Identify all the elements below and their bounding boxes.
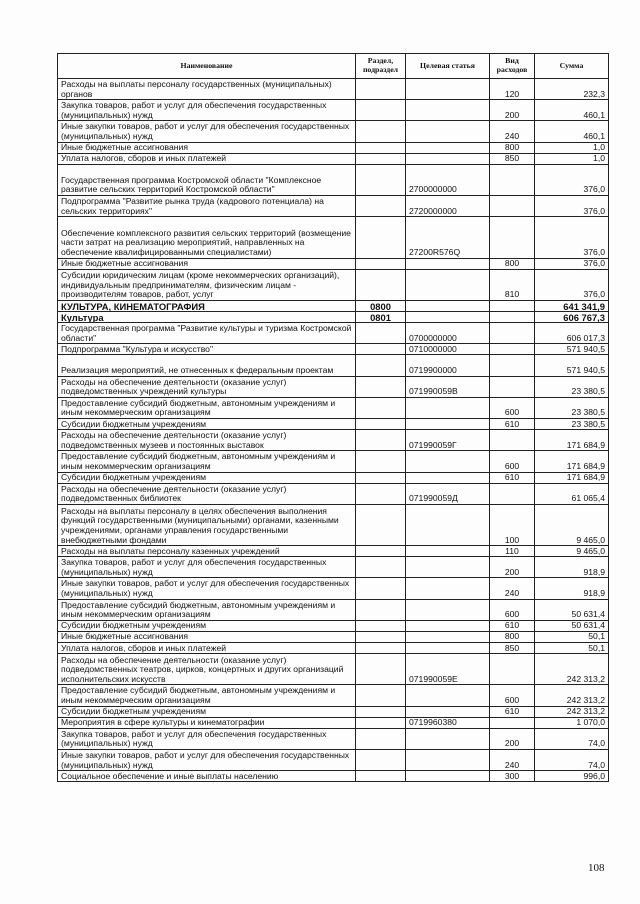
cell-target: [406, 312, 490, 323]
cell-name: Расходы на выплаты персоналу казенных учреждений: [58, 546, 356, 557]
cell-target: 2720000000: [406, 196, 490, 217]
cell-section: [356, 344, 406, 355]
cell-section: [356, 79, 406, 100]
table-row: [58, 430, 609, 451]
table-row: [58, 643, 609, 654]
cell-sum: 376,0: [535, 217, 609, 258]
table-row: [58, 578, 609, 599]
cell-section: [356, 728, 406, 749]
cell-sum: 376,0: [535, 269, 609, 300]
cell-type: 610: [490, 620, 535, 631]
budget-table: [57, 53, 609, 782]
cell-type: 800: [490, 631, 535, 642]
cell-section: [356, 355, 406, 376]
cell-target: [406, 451, 490, 472]
cell-section: [356, 419, 406, 430]
cell-sum: 460,1: [535, 100, 609, 121]
cell-name: Субсидии юридическим лицам (кроме некоммерческих организаций), индивидуальным предпринимателям, физическим лицам - производителям товаров, работ, услуг: [58, 269, 356, 300]
table-row: [58, 217, 609, 258]
cell-target: [406, 578, 490, 599]
cell-name: Расходы на обеспечение деятельности (оказание услуг) подведомственных музеев и постоянных выставок: [58, 430, 356, 451]
cell-target: [406, 153, 490, 164]
cell-target: [406, 100, 490, 121]
cell-section: [356, 472, 406, 483]
cell-sum: 571 940,5: [535, 344, 609, 355]
cell-type: [490, 301, 535, 312]
cell-sum: 171 684,9: [535, 451, 609, 472]
cell-section: [356, 483, 406, 504]
cell-target: [406, 504, 490, 545]
header-target: Целевая статья: [406, 54, 490, 79]
table-row: [58, 164, 609, 195]
cell-type: 800: [490, 142, 535, 153]
cell-section: [356, 142, 406, 153]
cell-type: 800: [490, 258, 535, 269]
cell-target: [406, 643, 490, 654]
cell-name: Подпрограмма "Культура и искусство": [58, 344, 356, 355]
cell-sum: 50,1: [535, 643, 609, 654]
cell-sum: 641 341,9: [535, 301, 609, 312]
table-row: [58, 557, 609, 578]
cell-type: [490, 654, 535, 685]
cell-section: [356, 620, 406, 631]
cell-type: [490, 717, 535, 728]
table-row: [58, 472, 609, 483]
cell-target: [406, 301, 490, 312]
table-row: [58, 258, 609, 269]
cell-name: Культура: [58, 312, 356, 323]
cell-name: Иные бюджетные ассигнования: [58, 631, 356, 642]
cell-type: 850: [490, 153, 535, 164]
cell-type: 200: [490, 557, 535, 578]
cell-name: Расходы на обеспечение деятельности (оказание услуг) подведомственных библиотек: [58, 483, 356, 504]
cell-target: [406, 728, 490, 749]
cell-type: 120: [490, 79, 535, 100]
cell-section: [356, 376, 406, 397]
cell-type: 610: [490, 419, 535, 430]
cell-name: Предоставление субсидий бюджетным, автономным учреждениям и иным некоммерческим организациям: [58, 599, 356, 620]
cell-type: 110: [490, 546, 535, 557]
table-row: [58, 344, 609, 355]
cell-target: [406, 269, 490, 300]
cell-section: [356, 121, 406, 142]
cell-sum: 1 070,0: [535, 717, 609, 728]
cell-type: 200: [490, 728, 535, 749]
table-row: [58, 546, 609, 557]
cell-sum: 171 684,9: [535, 472, 609, 483]
cell-type: [490, 323, 535, 344]
cell-sum: 1,0: [535, 142, 609, 153]
cell-sum: 918,9: [535, 578, 609, 599]
cell-target: [406, 546, 490, 557]
cell-section: [356, 397, 406, 418]
cell-section: 0801: [356, 312, 406, 323]
cell-target: [406, 79, 490, 100]
table-row: [58, 451, 609, 472]
cell-sum: 571 940,5: [535, 355, 609, 376]
cell-name: Расходы на выплаты персоналу государственных (муниципальных) органов: [58, 79, 356, 100]
cell-sum: 606 767,3: [535, 312, 609, 323]
cell-sum: 171 684,9: [535, 430, 609, 451]
cell-section: [356, 258, 406, 269]
cell-target: [406, 771, 490, 782]
cell-section: [356, 771, 406, 782]
cell-type: [490, 196, 535, 217]
cell-target: [406, 397, 490, 418]
table-row: [58, 620, 609, 631]
header-section: Раздел, подраздел: [356, 54, 406, 79]
cell-type: 600: [490, 599, 535, 620]
cell-name: Обеспечение комплексного развития сельских территорий (возмещение части затрат на реализацию мероприятий, направленных на обеспечение квалифицированными специалистами): [58, 217, 356, 258]
table-row: [58, 685, 609, 706]
page-number: 108: [588, 862, 605, 874]
cell-section: [356, 578, 406, 599]
cell-target: [406, 620, 490, 631]
cell-section: [356, 504, 406, 545]
cell-type: [490, 376, 535, 397]
cell-sum: 9 465,0: [535, 504, 609, 545]
cell-section: [356, 631, 406, 642]
cell-type: 240: [490, 578, 535, 599]
cell-name: Предоставление субсидий бюджетным, автономным учреждениям и иным некоммерческим организациям: [58, 685, 356, 706]
cell-target: 0719900000: [406, 355, 490, 376]
cell-target: [406, 472, 490, 483]
table-row: [58, 312, 609, 323]
table-row: [58, 717, 609, 728]
cell-target: [406, 121, 490, 142]
cell-type: 300: [490, 771, 535, 782]
cell-name: Уплата налогов, сборов и иных платежей: [58, 153, 356, 164]
cell-name: Закупка товаров, работ и услуг для обеспечения государственных (муниципальных) нужд: [58, 728, 356, 749]
cell-section: [356, 164, 406, 195]
cell-target: 0719960380: [406, 717, 490, 728]
cell-type: [490, 217, 535, 258]
cell-sum: 242 313,2: [535, 654, 609, 685]
cell-sum: 74,0: [535, 728, 609, 749]
cell-section: [356, 217, 406, 258]
cell-sum: 9 465,0: [535, 546, 609, 557]
cell-sum: 232,3: [535, 79, 609, 100]
table-row: [58, 355, 609, 376]
cell-name: Иные закупки товаров, работ и услуг для обеспечения государственных (муниципальных) нужд: [58, 749, 356, 770]
table-body: [58, 79, 609, 782]
table-row: [58, 706, 609, 717]
table-row: [58, 269, 609, 300]
cell-name: Субсидии бюджетным учреждениям: [58, 706, 356, 717]
cell-type: [490, 164, 535, 195]
cell-section: [356, 269, 406, 300]
cell-name: Иные закупки товаров, работ и услуг для обеспечения государственных (муниципальных) нужд: [58, 121, 356, 142]
cell-type: 810: [490, 269, 535, 300]
table-row: [58, 631, 609, 642]
table-row: [58, 121, 609, 142]
cell-target: [406, 142, 490, 153]
cell-sum: 996,0: [535, 771, 609, 782]
cell-name: Иные бюджетные ассигнования: [58, 142, 356, 153]
cell-name: Субсидии бюджетным учреждениям: [58, 620, 356, 631]
cell-section: [356, 654, 406, 685]
header-type: Вид расходов: [490, 54, 535, 79]
cell-name: КУЛЬТУРА, КИНЕМАТОГРАФИЯ: [58, 301, 356, 312]
cell-target: 071990059Д: [406, 483, 490, 504]
cell-name: Реализация мероприятий, не отнесенных к федеральным проектам: [58, 355, 356, 376]
cell-name: Подпрограмма "Развитие рынка труда (кадрового потенциала) на сельских территориях": [58, 196, 356, 217]
table-row: [58, 504, 609, 545]
cell-name: Расходы на обеспечение деятельности (оказание услуг) подведомственных театров, цирков, концертных и других организаций исполнительских искусств: [58, 654, 356, 685]
cell-target: 0700000000: [406, 323, 490, 344]
table-row: [58, 79, 609, 100]
cell-sum: 74,0: [535, 749, 609, 770]
cell-section: [356, 717, 406, 728]
cell-name: Расходы на обеспечение деятельности (оказание услуг) подведомственных учреждений культуры: [58, 376, 356, 397]
cell-section: [356, 323, 406, 344]
cell-target: [406, 419, 490, 430]
cell-sum: 376,0: [535, 258, 609, 269]
cell-target: [406, 749, 490, 770]
cell-target: 071990059В: [406, 376, 490, 397]
cell-section: [356, 100, 406, 121]
cell-sum: 50,1: [535, 631, 609, 642]
cell-target: 2700000000: [406, 164, 490, 195]
cell-section: [356, 451, 406, 472]
table-row: [58, 142, 609, 153]
table-row: [58, 771, 609, 782]
cell-target: 27200R576Q: [406, 217, 490, 258]
cell-type: 600: [490, 397, 535, 418]
cell-type: 240: [490, 121, 535, 142]
cell-sum: 460,1: [535, 121, 609, 142]
table-row: [58, 483, 609, 504]
header-name: Наименование: [58, 54, 356, 79]
cell-name: Предоставление субсидий бюджетным, автономным учреждениям и иным некоммерческим организациям: [58, 397, 356, 418]
cell-section: [356, 196, 406, 217]
cell-name: Закупка товаров, работ и услуг для обеспечения государственных (муниципальных) нужд: [58, 557, 356, 578]
cell-name: Социальное обеспечение и иные выплаты населению: [58, 771, 356, 782]
cell-target: [406, 599, 490, 620]
cell-sum: 918,9: [535, 557, 609, 578]
cell-type: 610: [490, 706, 535, 717]
cell-type: [490, 355, 535, 376]
cell-sum: 50 631,4: [535, 620, 609, 631]
cell-sum: 606 017,3: [535, 323, 609, 344]
cell-name: Иные закупки товаров, работ и услуг для обеспечения государственных (муниципальных) нужд: [58, 578, 356, 599]
cell-section: [356, 685, 406, 706]
cell-name: Расходы на выплаты персоналу в целях обеспечения выполнения функций государственными (муниципальными) органами, казенными учреждениями, органами управления государственными внебюджетными фондами: [58, 504, 356, 545]
table-row: [58, 654, 609, 685]
cell-type: 610: [490, 472, 535, 483]
cell-sum: 61 065,4: [535, 483, 609, 504]
cell-name: Мероприятия в сфере культуры и кинематографии: [58, 717, 356, 728]
cell-name: Иные бюджетные ассигнования: [58, 258, 356, 269]
table-row: [58, 301, 609, 312]
table-row: [58, 397, 609, 418]
cell-name: Государственная программа "Развитие культуры и туризма Костромской области": [58, 323, 356, 344]
cell-name: Закупка товаров, работ и услуг для обеспечения государственных (муниципальных) нужд: [58, 100, 356, 121]
cell-target: 0710000000: [406, 344, 490, 355]
cell-target: 071990059Е: [406, 654, 490, 685]
cell-section: 0800: [356, 301, 406, 312]
cell-type: 100: [490, 504, 535, 545]
cell-sum: 23 380,5: [535, 376, 609, 397]
cell-type: [490, 312, 535, 323]
cell-sum: 376,0: [535, 196, 609, 217]
cell-type: 600: [490, 451, 535, 472]
cell-name: Государственная программа Костромской области "Комплексное развитие сельских территорий Костромской области": [58, 164, 356, 195]
cell-target: [406, 631, 490, 642]
cell-sum: 1,0: [535, 153, 609, 164]
cell-type: 240: [490, 749, 535, 770]
cell-section: [356, 643, 406, 654]
table-row: [58, 100, 609, 121]
cell-type: 850: [490, 643, 535, 654]
cell-section: [356, 430, 406, 451]
cell-name: Субсидии бюджетным учреждениям: [58, 472, 356, 483]
cell-section: [356, 706, 406, 717]
table-row: [58, 196, 609, 217]
cell-type: [490, 483, 535, 504]
cell-target: [406, 706, 490, 717]
cell-section: [356, 557, 406, 578]
cell-name: Субсидии бюджетным учреждениям: [58, 419, 356, 430]
table-row: [58, 153, 609, 164]
cell-section: [356, 153, 406, 164]
cell-type: [490, 344, 535, 355]
table-row: [58, 419, 609, 430]
cell-sum: 376,0: [535, 164, 609, 195]
cell-name: Предоставление субсидий бюджетным, автономным учреждениям и иным некоммерческим организациям: [58, 451, 356, 472]
table-row: [58, 749, 609, 770]
table-row: [58, 728, 609, 749]
table-header-row: [58, 54, 609, 79]
cell-target: 071990059Г: [406, 430, 490, 451]
cell-type: [490, 430, 535, 451]
cell-target: [406, 685, 490, 706]
cell-name: Уплата налогов, сборов и иных платежей: [58, 643, 356, 654]
table-row: [58, 376, 609, 397]
table-row: [58, 599, 609, 620]
cell-sum: 242 313,2: [535, 706, 609, 717]
cell-sum: 23 380,5: [535, 397, 609, 418]
cell-sum: 242 313,2: [535, 685, 609, 706]
cell-target: [406, 258, 490, 269]
table-row: [58, 323, 609, 344]
cell-sum: 50 631,4: [535, 599, 609, 620]
cell-type: 600: [490, 685, 535, 706]
cell-sum: 23 380,5: [535, 419, 609, 430]
cell-section: [356, 546, 406, 557]
cell-section: [356, 599, 406, 620]
cell-type: 200: [490, 100, 535, 121]
header-sum: Сумма: [535, 54, 609, 79]
cell-section: [356, 749, 406, 770]
cell-target: [406, 557, 490, 578]
